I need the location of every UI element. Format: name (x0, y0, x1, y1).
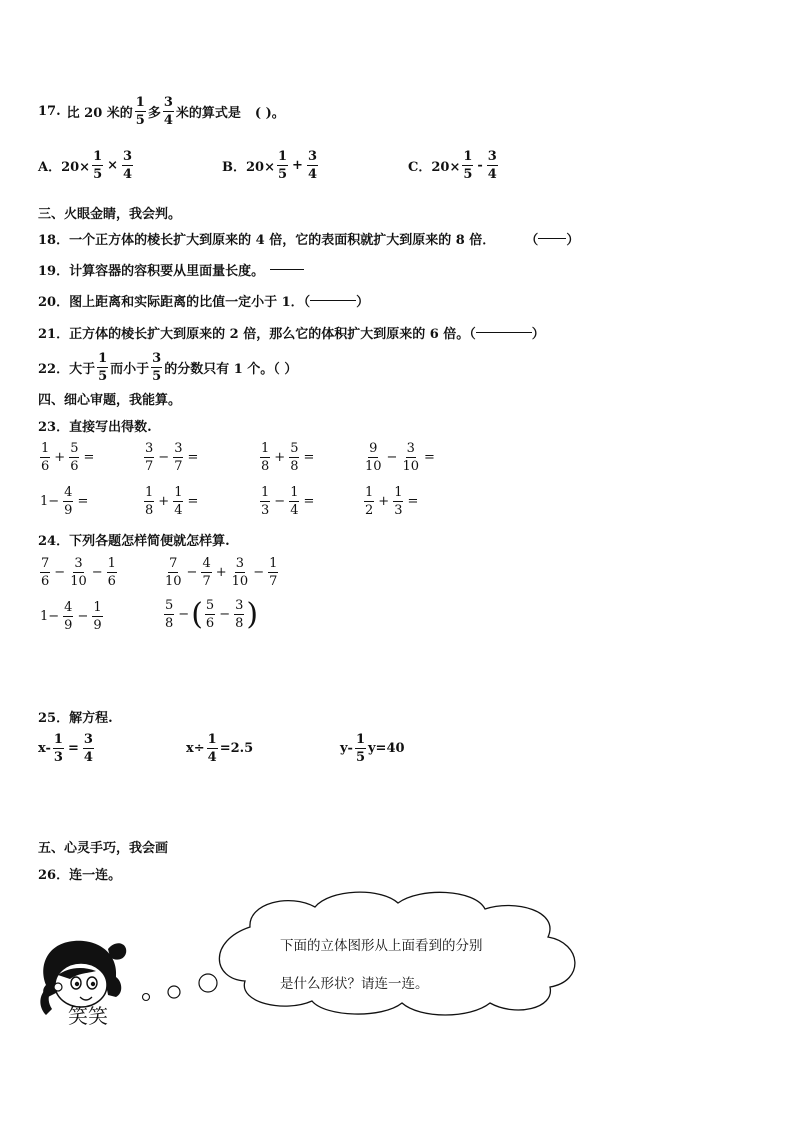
q23-expr-6: $\frac{1}{8}$ + $\frac{1}{4}$ = (145, 485, 199, 518)
q25-equation-1: x- $\frac{1}{3}$ = $\frac{3}{4}$ (38, 732, 93, 765)
cloud-text-line-1: 下面的立体图形从上面看到的分别 (280, 938, 483, 954)
q17-number: 17. (38, 104, 61, 119)
thought-bubble-medium (168, 986, 180, 998)
question-17 (38, 96, 285, 127)
q18-answer-blank[interactable] (538, 238, 566, 239)
question-19: 19．计算容器的容积要从里面量长度。 (38, 260, 304, 279)
q24-expr-3: 1− $\frac{4}{9}$ − $\frac{1}{9}$ (40, 600, 102, 633)
question-21: 21．正方体的棱长扩大到原来的 2 倍，那么它的体积扩大到原来的 6 倍。（ ） (38, 327, 545, 342)
section-5-heading: 五、心灵手巧，我会画 (38, 841, 169, 856)
q23-expr-8: $\frac{1}{2}$ + $\frac{1}{3}$ = (365, 485, 419, 518)
q17-option-c[interactable]: C．20× $\frac{1}{5}$ - $\frac{3}{4}$ (408, 149, 497, 182)
q23-expr-3: $\frac{1}{8}$ + $\frac{5}{8}$ = (261, 441, 315, 474)
section-4-heading: 四、细心审题，我能算。 (38, 393, 182, 408)
q23-expr-2: $\frac{3}{7}$ − $\frac{3}{7}$ = (145, 441, 199, 474)
q22-fraction-1: $\frac{1}{5}$ (98, 351, 108, 384)
q23-title: 23．直接写出得数. (38, 420, 152, 435)
question-22: 22．大于 $\frac{1}{5}$ 而小于 $\frac{3}{5}$ 的分数只有 1 个。（ ） (38, 351, 298, 384)
q24-title: 24．下列各题怎样简便就怎样算. (38, 534, 230, 549)
q17-option-b[interactable]: B．20× $\frac{1}{5}$ + $\frac{3}{4}$ (222, 149, 317, 182)
q17-fraction-2: $\frac{3}{4}$ (163, 95, 173, 128)
section-3-heading: 三、火眼金睛，我会判。 (38, 207, 182, 222)
q23-expr-1: $\frac{1}{6}$ + $\frac{5}{6}$ = (41, 441, 95, 474)
q17-c-frac-2: $\frac{3}{4}$ (487, 149, 497, 182)
cloud-text-line-2: 是什么形状？请连一连。 (280, 976, 429, 992)
question-20: 20．图上距离和实际距离的比值一定小于 1．（ ） (38, 295, 370, 310)
q17-text-c: 米的算式是 (175, 106, 241, 121)
thought-bubble-small (143, 994, 150, 1001)
q17-text-a: 比 20 米的 (66, 106, 133, 121)
q17-c-frac-1: $\frac{1}{5}$ (463, 149, 473, 182)
q17-answer-paren: ( )。 (254, 106, 285, 121)
q22-fraction-2: $\frac{3}{5}$ (152, 351, 162, 384)
q17-a-frac-2: $\frac{3}{4}$ (123, 149, 133, 182)
q19-answer-blank[interactable] (270, 269, 304, 270)
q17-b-frac-1: $\frac{1}{5}$ (277, 149, 288, 182)
q17-b-frac-2: $\frac{3}{4}$ (307, 149, 317, 182)
question-18: 18．一个正方体的棱长扩大到原来的 4 倍，它的表面积就扩大到原来的 8 倍． （ ） (38, 233, 580, 248)
q25-equation-3: y- $\frac{1}{5}$ y=40 (340, 732, 405, 765)
q20-answer-blank[interactable] (310, 300, 356, 301)
q24-expr-1: $\frac{7}{6}$ − $\frac{3}{10}$ − $\frac{1}{6}$ (41, 556, 116, 589)
character-caption: 笑笑 (68, 1004, 108, 1028)
thought-bubble-large (199, 974, 217, 992)
q17-option-a[interactable]: A．20× $\frac{1}{5}$ × $\frac{3}{4}$ (38, 149, 133, 182)
q24-expr-2: $\frac{7}{10}$ − $\frac{4}{7}$ + $\frac{3}{10}$ − $\frac{1}{7}$ (165, 556, 278, 589)
q25-equation-2: x÷ $\frac{1}{4}$ =2.5 (186, 732, 254, 765)
q17-text-b: 多 (147, 106, 161, 121)
q17-fraction-1: $\frac{1}{5}$ (135, 95, 145, 128)
q23-expr-5: 1− $\frac{4}{9}$ = (40, 485, 89, 518)
q17-a-frac-1: $\frac{1}{5}$ (93, 149, 103, 182)
q26-title: 26．连一连。 (38, 868, 122, 883)
q23-expr-4: $\frac{9}{10}$ − $\frac{3}{10}$ = (365, 441, 435, 474)
q25-title: 25．解方程. (38, 711, 113, 726)
q23-expr-7: $\frac{1}{3}$ − $\frac{1}{4}$ = (261, 485, 315, 518)
q21-answer-blank[interactable] (476, 332, 532, 333)
q24-expr-4: $\frac{5}{8}$ − ( $\frac{5}{6}$ − $\frac{3}{8}$ ) (165, 596, 259, 632)
